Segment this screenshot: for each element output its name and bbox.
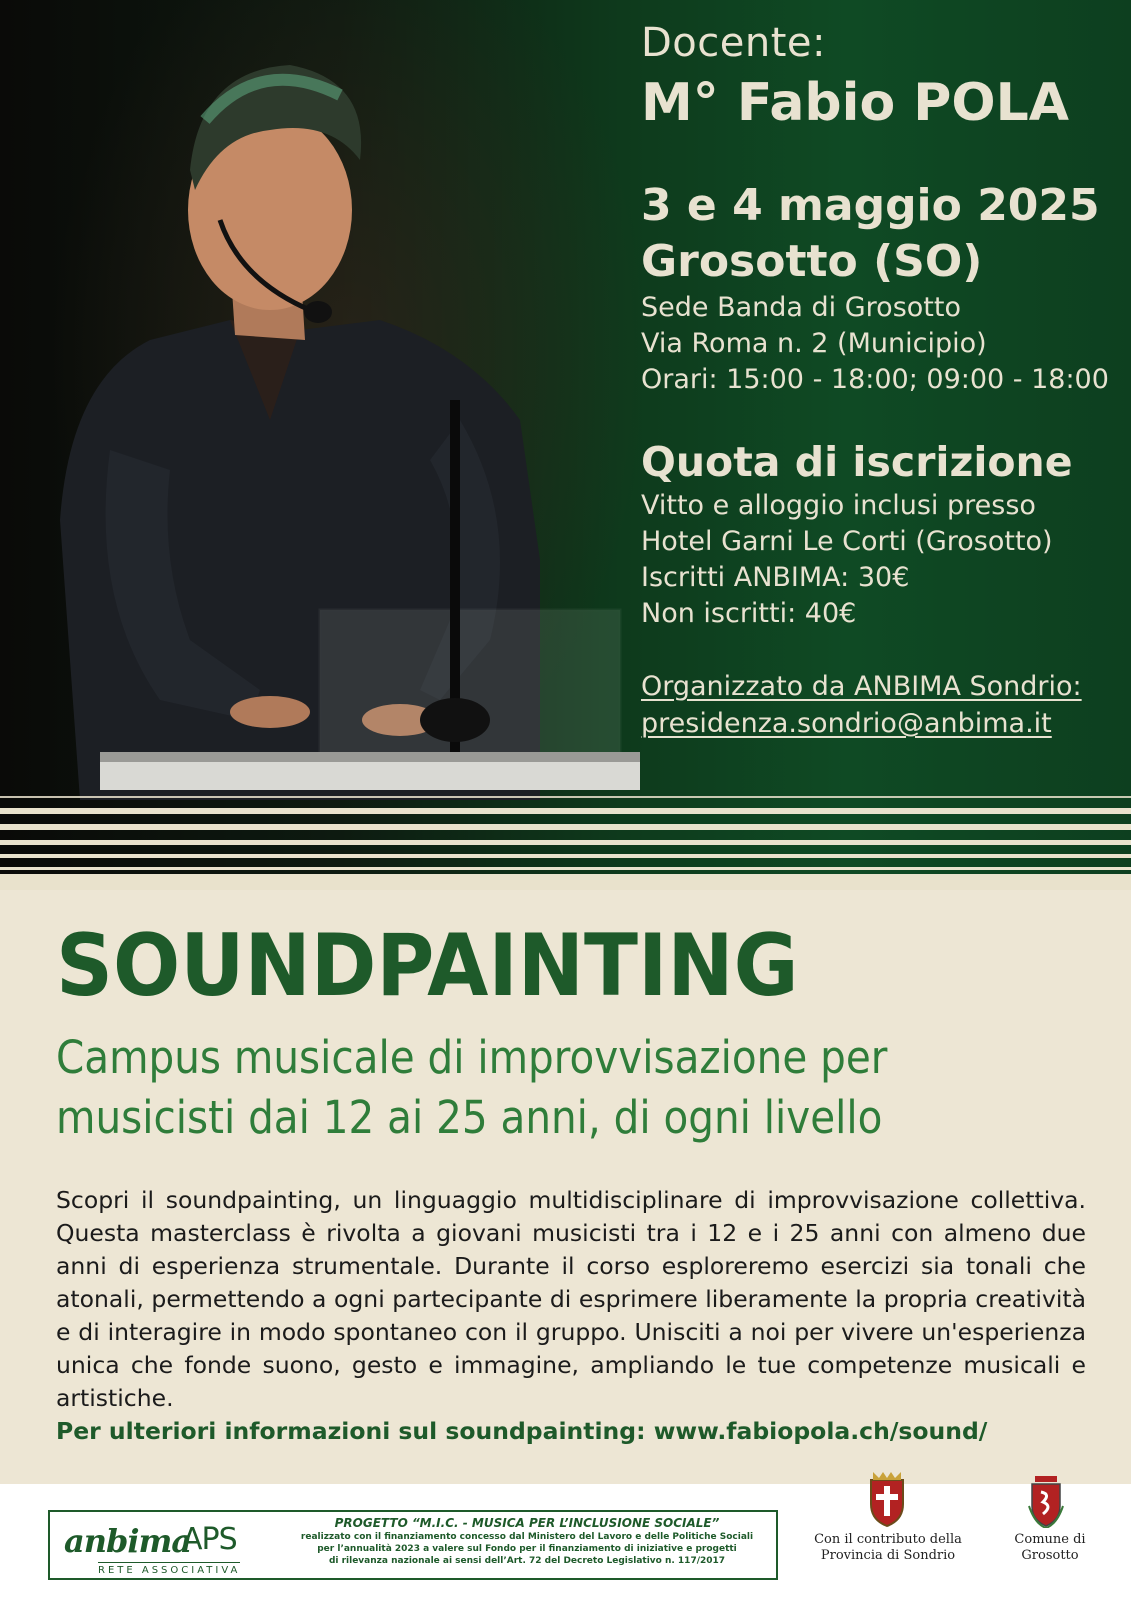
organizer-text: Organizzato da ANBIMA Sondrio: [641, 671, 1082, 702]
organizer-block [641, 668, 1121, 742]
event-date: 3 e 4 maggio 2025 [641, 180, 1100, 231]
project-info [282, 1516, 772, 1567]
fee-line: Hotel Garni Le Corti (Grosotto) [641, 526, 1053, 557]
anbima-logo-aps: APS [182, 1522, 237, 1557]
organizer-email-link[interactable]: presidenza.sondrio@anbima.it [641, 708, 1052, 739]
teacher-photo [0, 0, 640, 890]
decorative-stripes [0, 790, 1131, 890]
fee-line: Non iscritti: 40€ [641, 598, 857, 629]
event-city: Grosotto (SO) [641, 236, 983, 287]
anbima-logo-word: anbima [64, 1522, 192, 1560]
anbima-logo-subtitle: RETE ASSOCIATIVA [98, 1562, 240, 1576]
event-address: Via Roma n. 2 (Municipio) [641, 328, 987, 359]
anbima-logo [64, 1518, 264, 1576]
subtitle-line: Campus musicale di improvvisazione per [56, 1031, 888, 1084]
subtitle-line: musicisti dai 12 ai 25 anni, di ogni livello [56, 1091, 883, 1144]
main-content [56, 918, 1086, 1448]
project-line: per l’annualità 2023 a valere sul Fondo per il finanziamento di iniziative e progetti [317, 1544, 737, 1554]
event-details [641, 18, 1121, 742]
comune-caption-line: Grosotto [1021, 1548, 1079, 1563]
project-line: realizzato con il finanziamento concesso dal Ministero del Lavoro e delle Politiche Sociali [300, 1532, 754, 1542]
provincia-crest-icon [865, 1470, 909, 1528]
comune-crest-icon [1027, 1472, 1065, 1528]
comune-caption [1000, 1532, 1100, 1564]
teacher-name: M° Fabio POLA [641, 73, 1069, 133]
fee-line: Vitto e alloggio inclusi presso [641, 490, 1036, 521]
provincia-caption [798, 1532, 978, 1564]
teacher-label: Docente: [641, 20, 826, 66]
page-title: SOUNDPAINTING [56, 916, 799, 1016]
project-box [48, 1510, 778, 1580]
description: Scopri il soundpainting, un linguaggio multidisciplinare di improvvisazione collettiva. Questa masterclass è rivolta a giovani musicisti tra i 12 e i 25 anni con almeno due anni di esperienza strumentale. Durante il corso esploreremo esercizi sia tonali che atonali, permettendo a ogni partecipante di esprimere liberamente la propria creatività e di interagire in modo spontaneo con il gruppo. Unisciti a noi per vivere un'esperienza unica che fonde suono, gesto e immagine, ampliando le tue competenze musicali e artistiche. [56, 1186, 1086, 1412]
provincia-caption-line: Provincia di Sondrio [820, 1548, 956, 1563]
subtitle [56, 1028, 1073, 1148]
footer [0, 1484, 1131, 1600]
fee-title: Quota di iscrizione [641, 438, 1073, 486]
project-title: PROGETTO “M.I.C. - MUSICA PER L’INCLUSIONE SOCIALE” [334, 1516, 720, 1530]
provincia-caption-line: Con il contributo della [814, 1532, 962, 1547]
fee-line: Iscritti ANBIMA: 30€ [641, 562, 910, 593]
comune-caption-line: Comune di [1014, 1532, 1086, 1547]
project-line: di rilevanza nazionale ai sensi dell’Art. 72 del Decreto Legislativo n. 117/2017 [328, 1556, 726, 1566]
event-venue: Sede Banda di Grosotto [641, 292, 961, 323]
more-info-link[interactable]: Per ulteriori informazioni sul soundpainting: www.fabiopola.ch/sound/ [56, 1417, 988, 1445]
event-hours: Orari: 15:00 - 18:00; 09:00 - 18:00 [641, 364, 1109, 395]
teacher-illustration [0, 0, 640, 890]
